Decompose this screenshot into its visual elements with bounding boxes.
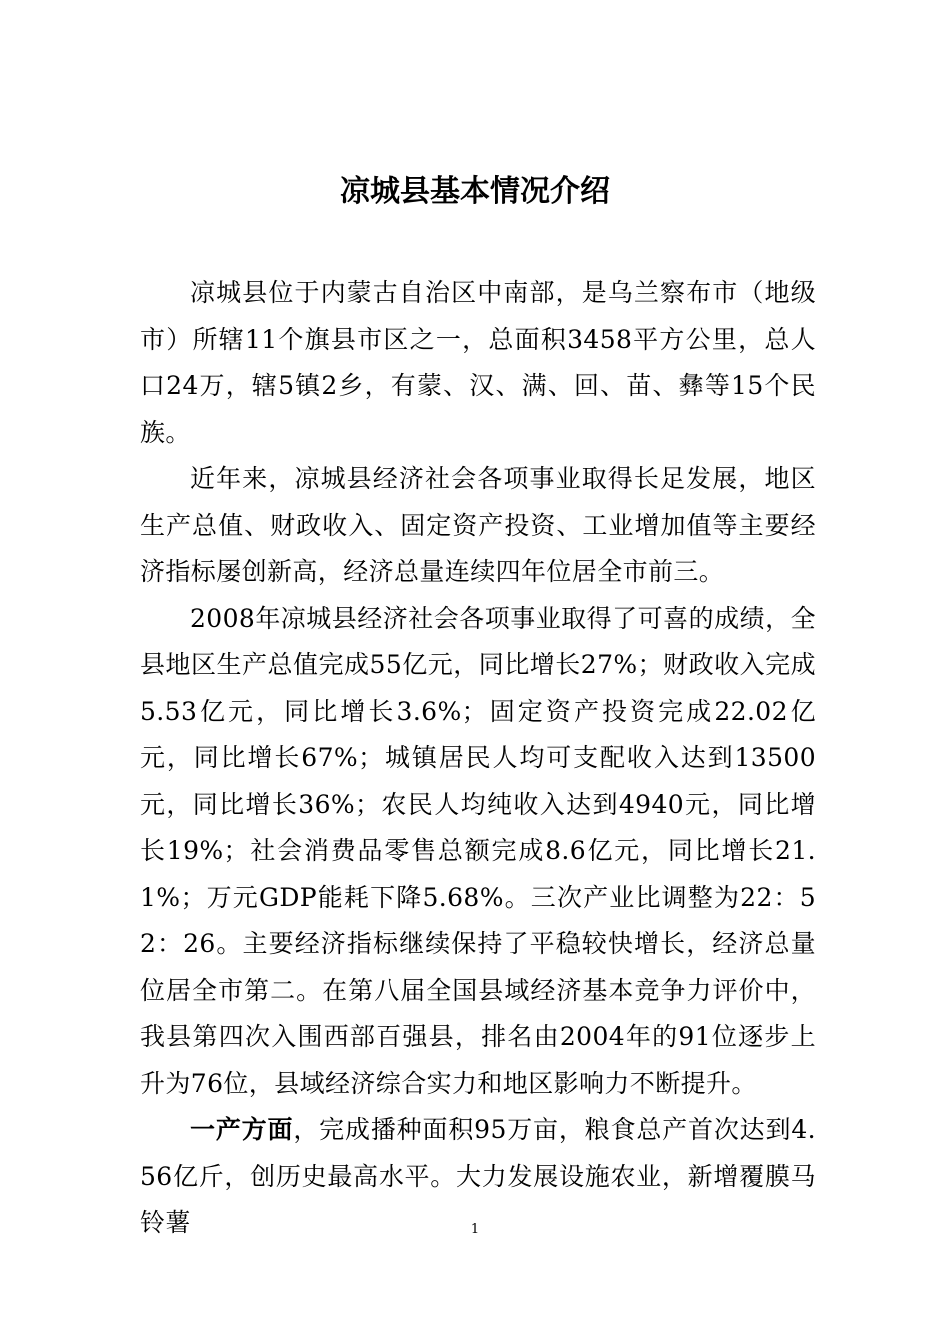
paragraph-lead-heading: 一产方面 <box>190 1115 294 1144</box>
paragraph-text: ，完成播种面积95万亩，粮食总产首次达到4.56亿斤，创历史最高水平。大力发展设施农业，新增覆膜马铃薯 <box>140 1115 816 1237</box>
page-number: 1 <box>470 1222 480 1237</box>
paragraph-text: 2008年凉城县经济社会各项事业取得了可喜的成绩，全县地区生产总值完成55亿元，同比增长27%；财政收入完成5.53亿元，同比增长3.6%；固定资产投资完成22.02亿元，同比增长67%；城镇居民人均可支配收入达到13500元，同比增长36%；农民人均纯收入达到4940元，同比增长19%；社会消费品零售总额完成8.6亿元，同比增长21.1%；万元GDP能耗下降5.68%。三次产业比调整为22：52：26。主要经济指标继续保持了平稳较快增长，经济总量位居全市第二。在第八届全国县域经济基本竞争力评价中，我县第四次入围西部百强县，排名由2004年的91位逐步上升为76位，县域经济综合实力和地区影响力不断提升。 <box>140 603 816 1098</box>
paragraph-overview <box>140 270 816 456</box>
paragraph-2008-achievements <box>140 596 816 1108</box>
paragraph-text: 近年来，凉城县经济社会各项事业取得长足发展，地区生产总值、财政收入、固定资产投资、工业增加值等主要经济指标屡创新高，经济总量连续四年位居全市前三。 <box>140 464 816 586</box>
document-title: 凉城县基本情况介绍 <box>340 174 610 209</box>
paragraph-text: 凉城县位于内蒙古自治区中南部，是乌兰察布市（地级市）所辖11个旗县市区之一，总面积3458平方公里，总人口24万，辖5镇2乡，有蒙、汉、满、回、苗、彝等15个民族。 <box>140 278 816 447</box>
paragraph-recent-development <box>140 456 816 596</box>
document-body <box>140 270 816 1247</box>
